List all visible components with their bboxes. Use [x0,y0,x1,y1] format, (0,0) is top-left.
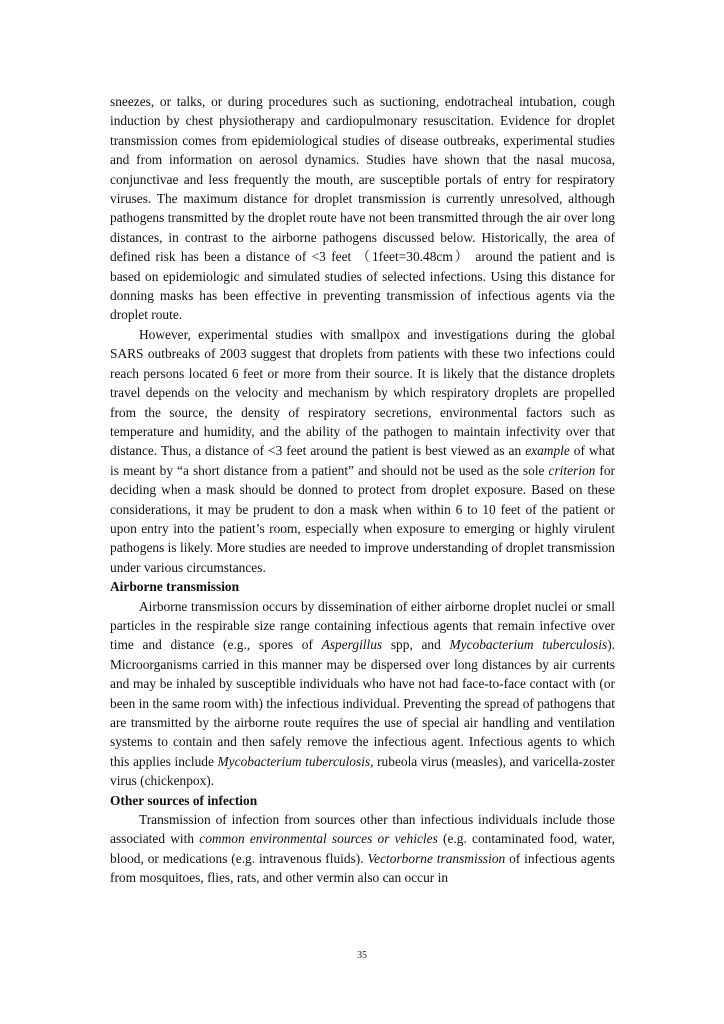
paragraph-text: sneezes, or talks, or during procedures such as suctioning, endotracheal intubation, cough induction by chest physiotherapy and cardiopulmonary resuscitation. Evidence for droplet transmission comes from epidemiological studies of disease outbreaks, experimental studies and from information on aerosol dynamics. Studies have shown that the nasal mucosa, conjunctivae and less frequently the mouth, are susceptible portals of entry for respiratory viruses. The maximum distance for droplet transmission is currently unresolved, although pathogens transmitted by the droplet route have not been transmitted through the air over long distances, in contrast to the airborne pathogens discussed below. Historically, the area of defined risk has been a distance of <3 feet （1feet=30.48cm） around the patient and is based on epidemiologic and simulated studies of selected infections. Using this distance for donning masks has been effective in preventing transmission of infectious agents via the droplet route. [110,94,615,323]
paragraph-airborne-transmission [110,597,615,791]
paragraph-text: (e.g. contaminated food, water, blood, or medications (e.g. intravenous fluids). [110,831,615,866]
paragraph-text: Airborne transmission occurs by dissemination of either airborne droplet nuclei or small particles in the respirable size range containing infectious agents that remain infective over time and distance (e.g., spores of [110,598,615,653]
paragraph-text: However, experimental studies with smallpox and investigations during the global SARS outbreaks of 2003 suggest that droplets from patients with these two infections could reach persons located 6 feet or more from their source. It is likely that the distance droplets travel depends on the velocity and mechanism by which respiratory droplets are propelled from the source, the density of respiratory secretions, environmental factors such as temperature and humidity, and the ability of the pathogen to maintain infectivity over that distance. Thus, a distance of <3 feet around the patient is best viewed as an [110,326,615,459]
italic-term-mycobacterium: Mycobacterium tuberculosis [217,753,371,769]
paragraph-text: Transmission of infection from sources other than infectious individuals include those associated with [110,812,615,847]
paragraph-text: ). Microorganisms carried in this manner may be dispersed over long distances by air currents and may be inhaled by susceptible individuals who have not had face-to-face contact with (or been in the same room with) the infectious individual. Preventing the spread of pathogens that are transmitted by the airborne route requires the use of special air handling and ventilation systems to contain and then safely remove the infectious agent. Infectious agents to which this applies include [110,637,615,769]
paragraph-droplet-distance [110,325,615,577]
paragraph-other-sources [110,810,615,888]
section-heading-airborne: Airborne transmission [110,579,240,595]
paragraph-text: spp, and [382,637,450,653]
section-heading-other-sources: Other sources of infection [110,792,258,808]
italic-term-mycobacterium: Mycobacterium tuberculosis [449,637,608,653]
document-page [110,92,615,888]
italic-term-criterion: criterion [548,462,596,478]
paragraph-text: of infectious agents from mosquitoes, flies, rats, and other vermin also can occur in [110,850,616,886]
paragraph-text: , rubeola virus (measles), and varicella-zoster virus (chickenpox). [110,753,615,789]
paragraph-text: of what is meant by “a short distance from a patient” and should not be used as the sole [110,443,615,478]
italic-term-environmental-sources: common environmental sources or vehicles [199,831,438,847]
page-number: 35 [357,950,367,961]
italic-term-example: example [525,443,570,459]
paragraph-droplet-transmission [110,92,615,325]
italic-term-aspergillus: Aspergillus [321,637,383,653]
paragraph-text: for deciding when a mask should be donned to protect from droplet exposure. Based on these considerations, it may be prudent to don a mask when within 6 to 10 feet of the patient or upon entry into the patient’s room, especially when exposure to emerging or highly virulent pathogens is likely. More studies are needed to improve understanding of droplet transmission under various circumstances. [110,462,615,575]
italic-term-vectorborne: Vectorborne transmission [367,850,506,866]
